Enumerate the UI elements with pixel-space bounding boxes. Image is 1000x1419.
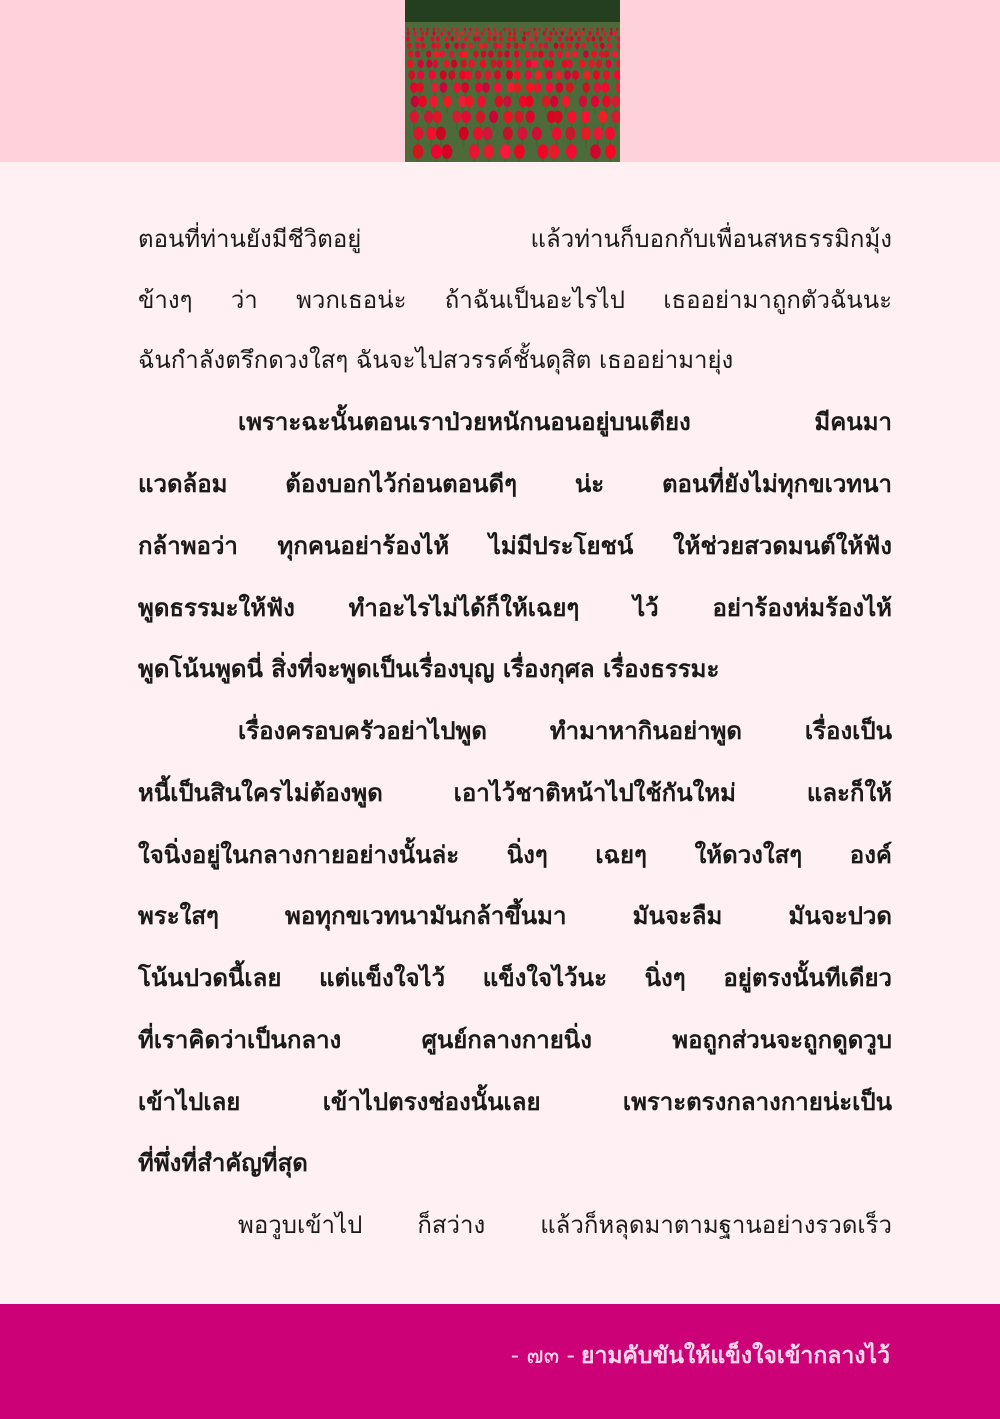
text-line: กล้าพอว่า ทุกคนอย่าร้องไห้ ไม่มีประโยชน์ ให้ช่วยสวดมนต์ให้ฟัง	[138, 532, 892, 560]
text-line: พูดโน้นพูดนี่ สิ่งที่จะพูดเป็นเรื่องบุญ เรื่องกุศล เรื่องธรรมะ	[138, 655, 720, 683]
footer	[511, 1338, 890, 1374]
text-line: พอวูบเข้าไป ก็สว่าง แล้วก็หลุดมาตามฐานอย่างรวดเร็ว	[238, 1211, 892, 1239]
tulip-field-photo	[405, 0, 620, 162]
page-number: - ๗๓ -	[510, 1343, 575, 1369]
text-line: พูดธรรมะให้ฟัง ทำอะไรไม่ได้ก็ให้เฉยๆ ไว้ อย่าร้องห่มร้องไห้	[138, 594, 892, 622]
text-line: แวดล้อม ต้องบอกไว้ก่อนตอนดีๆ น่ะ ตอนที่ยังไม่ทุกขเวทนา	[138, 470, 892, 498]
text-line: ที่พึ่งที่สำคัญที่สุด	[138, 1149, 308, 1177]
text-line: ฉันกำลังตรึกดวงใสๆ ฉันจะไปสวรรค์ชั้นดุสิต เธออย่ามายุ่ง	[138, 346, 734, 374]
text-line: ตอนที่ท่านยังมีชีวิตอยู่ แล้วท่านก็บอกกับเพื่อนสหธรรมิกมุ้ง	[138, 225, 892, 253]
text-line: เข้าไปเลย เข้าไปตรงช่องนั้นเลย เพราะตรงกลางกายน่ะเป็น	[138, 1088, 892, 1116]
text-line: โน้นปวดนี้เลย แต่แข็งใจไว้ แข็งใจไว้นะ นิ่งๆ อยู่ตรงนั้นทีเดียว	[138, 964, 892, 992]
text-line: ใจนิ่งอยู่ในกลางกายอย่างนั้นล่ะ นิ่งๆ เฉยๆ ให้ดวงใสๆ องค์	[138, 841, 892, 869]
text-line: ข้างๆ ว่า พวกเธอน่ะ ถ้าฉันเป็นอะไรไป เธออย่ามาถูกตัวฉันนะ	[138, 286, 892, 314]
book-title: ยามคับขันให้แข็งใจเข้ากลางไว้	[580, 1343, 890, 1369]
text-line: พระใสๆ พอทุกขเวทนามันกล้าขึ้นมา มันจะลืม มันจะปวด	[138, 902, 892, 930]
text-line: ที่เราคิดว่าเป็นกลาง ศูนย์กลางกายนิ่ง พอถูกส่วนจะถูกดูดวูบ	[138, 1026, 892, 1054]
text-line: เรื่องครอบครัวอย่าไปพูด ทำมาหากินอย่าพูด เรื่องเป็น	[238, 717, 892, 745]
text-line: หนี้เป็นสินใครไม่ต้องพูด เอาไว้ชาติหน้าไปใช้กันใหม่ และก็ให้	[138, 779, 892, 807]
text-line: เพราะฉะนั้นตอนเราป่วยหนักนอนอยู่บนเตียง มีคนมา	[238, 408, 892, 436]
